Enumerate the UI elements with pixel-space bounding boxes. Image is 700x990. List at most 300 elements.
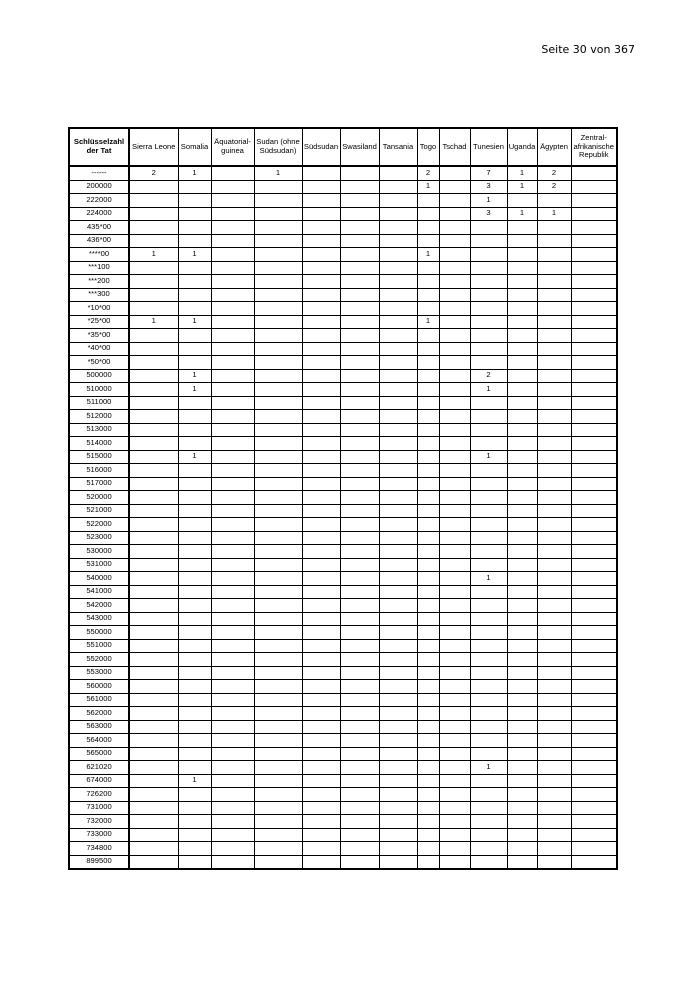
- table-cell: [178, 680, 211, 694]
- table-cell: [571, 248, 617, 262]
- table-cell: 7: [470, 166, 507, 180]
- table-cell: 1: [470, 761, 507, 775]
- table-row: [69, 180, 617, 194]
- table-cell: [507, 342, 537, 356]
- table-cell: [211, 747, 254, 761]
- table-cell: [302, 464, 340, 478]
- table-cell: [340, 356, 379, 370]
- table-cell: [379, 653, 417, 667]
- table-cell: [302, 288, 340, 302]
- table-cell: [340, 248, 379, 262]
- table-cell: [439, 234, 470, 248]
- table-cell: [379, 531, 417, 545]
- table-cell: [254, 707, 302, 721]
- table-cell: [340, 437, 379, 451]
- table-cell: [302, 666, 340, 680]
- table-cell: [129, 653, 178, 667]
- table-cell: [571, 626, 617, 640]
- table-cell: [129, 234, 178, 248]
- table-cell: [537, 423, 571, 437]
- table-cell: [178, 558, 211, 572]
- row-key-cell: *50*00: [69, 356, 129, 370]
- table-cell: [178, 207, 211, 221]
- table-cell: 3: [470, 180, 507, 194]
- table-cell: [379, 639, 417, 653]
- table-cell: [537, 585, 571, 599]
- table-cell: [507, 828, 537, 842]
- table-cell: [340, 693, 379, 707]
- table-cell: [340, 491, 379, 505]
- row-key-cell: 224000: [69, 207, 129, 221]
- table-cell: [379, 356, 417, 370]
- table-cell: [254, 801, 302, 815]
- table-cell: [439, 329, 470, 343]
- row-key-cell: 542000: [69, 599, 129, 613]
- table-cell: [178, 518, 211, 532]
- table-cell: [254, 221, 302, 235]
- table-cell: [571, 842, 617, 856]
- table-cell: [379, 248, 417, 262]
- table-cell: 1: [254, 166, 302, 180]
- table-cell: [507, 545, 537, 559]
- table-cell: [302, 207, 340, 221]
- table-cell: [417, 572, 439, 586]
- table-cell: [470, 464, 507, 478]
- table-cell: [178, 801, 211, 815]
- table-cell: [571, 329, 617, 343]
- table-cell: [302, 261, 340, 275]
- row-key-cell: 222000: [69, 194, 129, 208]
- table-cell: [302, 612, 340, 626]
- table-cell: [302, 585, 340, 599]
- table-cell: [537, 518, 571, 532]
- table-cell: [129, 261, 178, 275]
- table-cell: [507, 396, 537, 410]
- table-cell: [211, 315, 254, 329]
- table-cell: [211, 666, 254, 680]
- table-cell: [571, 504, 617, 518]
- table-row: [69, 329, 617, 343]
- table-cell: [507, 815, 537, 829]
- table-cell: [211, 707, 254, 721]
- row-key-cell: 522000: [69, 518, 129, 532]
- table-cell: [417, 815, 439, 829]
- table-cell: [417, 504, 439, 518]
- table-cell: [507, 761, 537, 775]
- table-cell: [178, 180, 211, 194]
- table-cell: [537, 410, 571, 424]
- table-cell: [470, 842, 507, 856]
- table-cell: [470, 302, 507, 316]
- row-key-cell: 523000: [69, 531, 129, 545]
- table-cell: [254, 383, 302, 397]
- table-cell: [537, 315, 571, 329]
- table-cell: [302, 383, 340, 397]
- table-cell: [302, 504, 340, 518]
- table-cell: [211, 423, 254, 437]
- row-key-cell: 515000: [69, 450, 129, 464]
- table-cell: [439, 612, 470, 626]
- row-key-cell: 734800: [69, 842, 129, 856]
- table-cell: 1: [470, 383, 507, 397]
- table-cell: [537, 788, 571, 802]
- table-cell: [417, 423, 439, 437]
- table-cell: [254, 234, 302, 248]
- table-cell: [254, 626, 302, 640]
- table-cell: [470, 828, 507, 842]
- table-cell: [571, 180, 617, 194]
- table-cell: [340, 761, 379, 775]
- table-cell: [302, 680, 340, 694]
- table-cell: [571, 585, 617, 599]
- table-cell: [507, 518, 537, 532]
- row-key-cell: 516000: [69, 464, 129, 478]
- table-cell: [211, 261, 254, 275]
- table-cell: [537, 653, 571, 667]
- table-cell: [254, 639, 302, 653]
- table-cell: [537, 275, 571, 289]
- table-row: [69, 221, 617, 235]
- table-cell: [470, 356, 507, 370]
- table-cell: [129, 180, 178, 194]
- table-cell: [178, 626, 211, 640]
- table-cell: [340, 450, 379, 464]
- table-cell: [211, 774, 254, 788]
- table-cell: [417, 288, 439, 302]
- table-cell: [340, 653, 379, 667]
- table-cell: [178, 194, 211, 208]
- row-key-cell: 540000: [69, 572, 129, 586]
- table-cell: [439, 639, 470, 653]
- table-cell: [129, 383, 178, 397]
- table-cell: [379, 166, 417, 180]
- table-cell: [379, 720, 417, 734]
- column-header: Äquatorial-guinea: [211, 128, 254, 166]
- table-cell: [571, 423, 617, 437]
- table-cell: [254, 437, 302, 451]
- table-cell: [507, 410, 537, 424]
- table-cell: [571, 531, 617, 545]
- table-cell: [507, 423, 537, 437]
- table-cell: [340, 801, 379, 815]
- table-cell: [507, 477, 537, 491]
- table-row: [69, 680, 617, 694]
- table-cell: [379, 275, 417, 289]
- table-cell: [379, 558, 417, 572]
- table-cell: [254, 585, 302, 599]
- table-cell: [439, 302, 470, 316]
- table-cell: [470, 693, 507, 707]
- table-cell: [302, 545, 340, 559]
- table-cell: [571, 666, 617, 680]
- table-cell: [211, 639, 254, 653]
- table-cell: [211, 545, 254, 559]
- table-cell: [211, 180, 254, 194]
- row-key-cell: 517000: [69, 477, 129, 491]
- table-cell: [129, 369, 178, 383]
- table-row: [69, 491, 617, 505]
- table-cell: [571, 464, 617, 478]
- table-row: [69, 693, 617, 707]
- table-cell: [379, 585, 417, 599]
- table-cell: [507, 261, 537, 275]
- table-cell: [571, 653, 617, 667]
- row-key-cell: 520000: [69, 491, 129, 505]
- table-cell: [211, 585, 254, 599]
- table-cell: [470, 801, 507, 815]
- table-cell: [302, 248, 340, 262]
- table-cell: [507, 585, 537, 599]
- table-cell: [439, 558, 470, 572]
- table-cell: [470, 680, 507, 694]
- table-cell: [571, 437, 617, 451]
- column-header: Togo: [417, 128, 439, 166]
- table-cell: [417, 612, 439, 626]
- column-header-key: Schlüsselzahl der Tat: [69, 128, 129, 166]
- table-cell: [507, 288, 537, 302]
- table-row: [69, 761, 617, 775]
- table-cell: [507, 842, 537, 856]
- table-row: [69, 423, 617, 437]
- table-cell: [340, 464, 379, 478]
- table-cell: [129, 707, 178, 721]
- table-cell: [571, 612, 617, 626]
- table-cell: [571, 342, 617, 356]
- table-cell: [379, 464, 417, 478]
- table-cell: [439, 734, 470, 748]
- table-cell: [439, 180, 470, 194]
- table-cell: [254, 666, 302, 680]
- table-cell: [302, 558, 340, 572]
- table-cell: [129, 558, 178, 572]
- table-cell: [254, 464, 302, 478]
- table-cell: [571, 734, 617, 748]
- table-cell: [129, 491, 178, 505]
- table-cell: [439, 788, 470, 802]
- table-cell: [537, 747, 571, 761]
- table-cell: [470, 612, 507, 626]
- table-cell: [129, 828, 178, 842]
- table-cell: [417, 585, 439, 599]
- table-cell: [507, 194, 537, 208]
- table-cell: [129, 531, 178, 545]
- page-number: Seite 30 von 367: [541, 43, 635, 56]
- table-cell: [571, 747, 617, 761]
- table-cell: [129, 612, 178, 626]
- table-row: [69, 410, 617, 424]
- table-cell: [254, 396, 302, 410]
- table-cell: [439, 261, 470, 275]
- column-header: Tschad: [439, 128, 470, 166]
- table-cell: [340, 612, 379, 626]
- table-cell: [417, 626, 439, 640]
- table-row: [69, 288, 617, 302]
- table-cell: [129, 788, 178, 802]
- table-cell: [340, 545, 379, 559]
- table-cell: [211, 491, 254, 505]
- table-cell: [439, 545, 470, 559]
- row-key-cell: 560000: [69, 680, 129, 694]
- table-cell: [178, 666, 211, 680]
- table-cell: 1: [129, 315, 178, 329]
- table-cell: [211, 828, 254, 842]
- table-cell: [211, 842, 254, 856]
- table-row: [69, 504, 617, 518]
- table-cell: [178, 477, 211, 491]
- table-cell: [507, 680, 537, 694]
- table-cell: [302, 572, 340, 586]
- table-row: [69, 747, 617, 761]
- table-cell: [439, 585, 470, 599]
- table-cell: [537, 666, 571, 680]
- table-cell: [439, 815, 470, 829]
- table-cell: [470, 491, 507, 505]
- table-cell: [470, 788, 507, 802]
- table-cell: [439, 477, 470, 491]
- row-key-cell: 436*00: [69, 234, 129, 248]
- table-cell: [340, 666, 379, 680]
- table-cell: [340, 626, 379, 640]
- row-key-cell: ****00: [69, 248, 129, 262]
- table-cell: [379, 302, 417, 316]
- table-cell: [302, 356, 340, 370]
- table-cell: [571, 410, 617, 424]
- table-cell: [537, 248, 571, 262]
- table-cell: [470, 815, 507, 829]
- table-cell: [129, 450, 178, 464]
- table-cell: [379, 315, 417, 329]
- table-cell: [129, 842, 178, 856]
- table-cell: [178, 707, 211, 721]
- table-cell: [379, 612, 417, 626]
- table-cell: 1: [470, 450, 507, 464]
- table-cell: [129, 774, 178, 788]
- row-key-cell: *10*00: [69, 302, 129, 316]
- table-cell: [211, 450, 254, 464]
- table-cell: [439, 383, 470, 397]
- row-key-cell: 543000: [69, 612, 129, 626]
- table-cell: [302, 491, 340, 505]
- table-cell: [211, 531, 254, 545]
- table-cell: [129, 194, 178, 208]
- table-cell: [379, 437, 417, 451]
- table-row: [69, 626, 617, 640]
- table-cell: [302, 855, 340, 869]
- table-cell: [417, 653, 439, 667]
- table-cell: [129, 734, 178, 748]
- table-cell: [470, 666, 507, 680]
- table-cell: [379, 693, 417, 707]
- table-cell: [571, 315, 617, 329]
- table-cell: [417, 477, 439, 491]
- table-cell: [417, 545, 439, 559]
- table-cell: [537, 612, 571, 626]
- table-row: [69, 788, 617, 802]
- table-cell: [470, 437, 507, 451]
- table-cell: [302, 801, 340, 815]
- table-cell: [537, 572, 571, 586]
- table-cell: [379, 396, 417, 410]
- table-cell: [302, 842, 340, 856]
- table-row: [69, 612, 617, 626]
- table-cell: [340, 221, 379, 235]
- table-cell: [178, 828, 211, 842]
- table-cell: [507, 248, 537, 262]
- table-cell: [178, 437, 211, 451]
- table-cell: [537, 450, 571, 464]
- table-cell: [129, 639, 178, 653]
- table-cell: [302, 302, 340, 316]
- table-cell: [379, 666, 417, 680]
- table-cell: [254, 693, 302, 707]
- table-cell: 2: [417, 166, 439, 180]
- table-cell: [178, 491, 211, 505]
- table-cell: [571, 761, 617, 775]
- table-cell: [507, 693, 537, 707]
- table-cell: [302, 639, 340, 653]
- table-cell: [470, 423, 507, 437]
- table-cell: [211, 612, 254, 626]
- table-cell: [302, 653, 340, 667]
- table-cell: [254, 423, 302, 437]
- table-cell: [470, 477, 507, 491]
- table-cell: 1: [178, 315, 211, 329]
- table-cell: [417, 396, 439, 410]
- table-cell: [507, 707, 537, 721]
- column-header: Ägypten: [537, 128, 571, 166]
- table-cell: 2: [470, 369, 507, 383]
- table-row: [69, 855, 617, 869]
- table-cell: [439, 666, 470, 680]
- table-cell: [571, 693, 617, 707]
- table-cell: [254, 315, 302, 329]
- table-row: [69, 639, 617, 653]
- row-key-cell: 435*00: [69, 221, 129, 235]
- table-cell: [470, 720, 507, 734]
- table-cell: [178, 396, 211, 410]
- table-cell: [211, 329, 254, 343]
- table-cell: [470, 396, 507, 410]
- row-key-cell: 621020: [69, 761, 129, 775]
- table-cell: [537, 545, 571, 559]
- table-cell: [439, 828, 470, 842]
- row-key-cell: 530000: [69, 545, 129, 559]
- table-cell: [439, 410, 470, 424]
- table-cell: [417, 329, 439, 343]
- table-cell: [302, 828, 340, 842]
- table-cell: [178, 815, 211, 829]
- table-row: [69, 707, 617, 721]
- table-cell: [302, 450, 340, 464]
- table-cell: [507, 747, 537, 761]
- table-cell: [379, 518, 417, 532]
- table-cell: [439, 315, 470, 329]
- table-cell: [379, 234, 417, 248]
- table-cell: [470, 329, 507, 343]
- table-cell: [340, 477, 379, 491]
- table-cell: [211, 788, 254, 802]
- table-cell: [211, 815, 254, 829]
- table-cell: [470, 275, 507, 289]
- table-row: [69, 248, 617, 262]
- table-cell: [302, 747, 340, 761]
- table-cell: [417, 221, 439, 235]
- row-key-cell: 513000: [69, 423, 129, 437]
- table-cell: [571, 275, 617, 289]
- table-cell: [417, 383, 439, 397]
- table-cell: [571, 396, 617, 410]
- table-cell: [439, 720, 470, 734]
